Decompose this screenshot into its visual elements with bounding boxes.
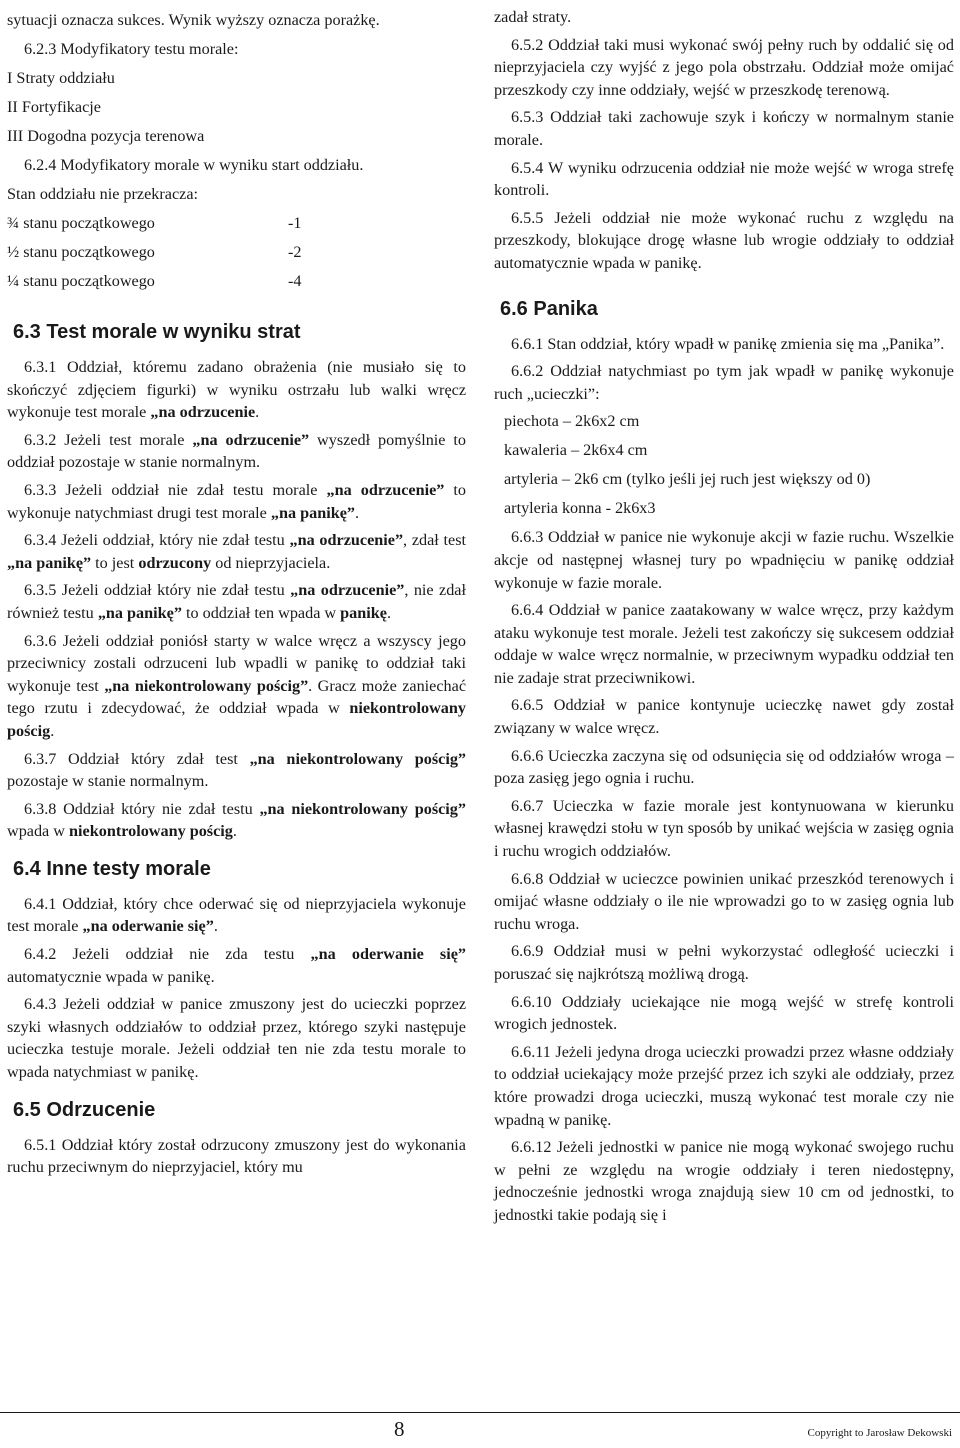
copyright-notice: Copyright to Jarosław Dekowski [807,1427,952,1439]
paragraph-6-3-2: 6.3.2 Jeżeli test morale „na odrzucenie” wyszedł pomyślnie to oddział pozostaje w stanie normalnym. [7,430,466,472]
paragraph-6-6-1: 6.6.1 Stan oddział, który wpadł w panikę zmienia się ma „Panika”. [511,334,945,353]
flee-distance-item: artyleria – 2k6 cm (tylko jeśli jej ruch jest większy od 0) [504,470,871,489]
paragraph-6-3-4: 6.3.4 Jeżeli oddział, który nie zdał testu „na odrzucenie”, zdał test „na panikę” to jest odrzucony od nieprzyjaciela. [7,531,466,572]
paragraph-6-6-5: 6.6.5 Oddział w panice kontynuje ucieczkę nawet gdy został związany w walce wręcz. [494,696,954,738]
paragraph-6-6-2: 6.6.2 Oddział natychmiast po tym jak wpadł w panikę wykonuje ruch „ucieczki”: [494,362,954,403]
paragraph-6-5-4: 6.5.4 W wyniku odrzucenia oddział nie może wejść w wroga strefę kontroli. [494,158,954,200]
right-column [494,6,954,1232]
modifiers-heading: 6.2.3 Modyfikatory testu morale: [24,40,239,58]
section-title-6-3: 6.3 Test morale w wyniku strat [13,321,301,343]
footer-divider [0,1412,960,1413]
paragraph-6-5-2: 6.5.2 Oddział taki musi wykonać swój pełny ruch by oddalić się od nieprzyjaciela czy wyjść z jego pola obstrzału. Oddział może omijać przeszkody czy inne oddziały, wejść w przeszkodę terenową. [494,35,954,99]
start-row-label: ¼ stanu początkowego [7,272,155,290]
section-title-6-6: 6.6 Panika [500,297,598,320]
modifier-item: II Fortyfikacje [7,98,101,116]
start-row-label: ¾ stanu początkowego [7,214,155,232]
flee-distance-item: kawaleria – 2k6x4 cm [504,441,648,460]
paragraph-6-6-11: 6.6.11 Jeżeli jedyna droga ucieczki prowadzi przez własne oddziały to oddział uciekający może przejść przez ich szyki ale oddziały, przez które prowadzi droga ucieczki, muszą wykonać test morale czy nie wpadną w panikę. [494,1042,954,1129]
page-number: 8 [394,1417,405,1441]
paragraph-6-4-3: 6.4.3 Jeżeli oddział w panice zmuszony jest do ucieczki poprzez szyki własnych oddziałów to oddział przez, którego szyki następuje ucieczka testuje morale. Jeżeli oddział ten nie zda testu morale to wpada natychmiast w panikę. [7,995,466,1082]
paragraph-6-6-9: 6.6.9 Oddział musi w pełni wykorzystać odległość ucieczki i poruszać się najkrótszą możliwą drogą. [494,942,954,983]
paragraph-6-3-6: 6.3.6 Jeżeli oddział poniósł starty w walce wręcz a wszyscy jego przeciwnicy zostali odrzuceni lub wpadli w panikę to oddział taki wykonuje test „na niekontrolowany pościg”. Gracz może zaniechać tego rzutu i zdecydować, że oddział wpada w niekontrolowany pościg. [7,631,467,740]
start-row-value: -4 [288,272,302,290]
flee-distance-item: piechota – 2k6x2 cm [504,412,640,431]
paragraph-6-6-6: 6.6.6 Ucieczka zaczyna się od odsunięcia się od oddziałów wroga – poza zasięg jego ognia i ruchu. [494,746,954,788]
start-row-value: -1 [288,214,302,232]
paragraph-6-4-1: 6.4.1 Oddział, który chce oderwać się od nieprzyjaciela wykonuje test morale „na oderwanie się”. [7,894,466,936]
section-title-6-4: 6.4 Inne testy morale [13,857,211,880]
modifier-item: I Straty oddziału [7,69,115,87]
section-title-6-5: 6.5 Odrzucenie [13,1098,156,1121]
paragraph-6-3-1: 6.3.1 Oddział, któremu zadano obrażenia (nie musiało się to skończyć zdjęciem figurki) w wyniku ostrzału lub walki wręcz wykonuje test morale „na odrzucenie. [7,358,466,422]
paragraph-6-6-10: 6.6.10 Oddziały uciekające nie mogą wejść w strefę kontroli wrogich jednostek. [494,992,954,1034]
modifier-item: III Dogodna pozycja terenowa [7,127,205,145]
paragraph-6-5-5: 6.5.5 Jeżeli oddział nie może wykonać ruchu z względu na przeszkody, blokujące drogę własne lub wrogie oddziały to oddział automatycznie wpada w panikę. [494,208,954,272]
paragraph-6-3-3: 6.3.3 Jeżeli oddział nie zdał testu morale „na odrzucenie” to wykonuje natychmiast drugi test morale „na panikę”. [7,480,467,522]
paragraph-6-4-2: 6.4.2 Jeżeli oddział nie zda testu „na oderwanie się” automatycznie wpada w panikę. [7,945,466,986]
paragraph-6-6-8: 6.6.8 Oddział w ucieczce powinien unikać przeszkód terenowych i omijać własne oddziały o ile nie wprowadzi go to w zasięg ognia lub ruchu wroga. [494,869,954,933]
start-row [7,267,466,296]
paragraph-6-5-3: 6.5.3 Oddział taki zachowuje szyk i kończy w normalnym stanie morale. [494,108,954,149]
paragraph-6-5-1: 6.5.1 Oddział który został odrzucony zmuszony jest do wykonania ruchu przeciwnym do nieprzyjaciel, który mu [7,1135,466,1177]
start-row-value: -2 [288,243,302,261]
start-modifiers-heading: 6.2.4 Modyfikatory morale w wyniku start oddziału. [24,156,364,174]
left-column [7,6,466,1184]
paragraph-6-6-12: 6.6.12 Jeżeli jednostki w panice nie mogą wykonać swojego ruchu w pełni ze względu na wrogie oddziały i teren niedostępny, jednocześnie jednostki wroga znajdują siew 10 cm od jednostki, to jednostki takie podają się i [494,1138,954,1224]
paragraph-6-6-4: 6.6.4 Oddział w panice zaatakowany w walce wręcz, przy każdym ataku wykonuje test morale. Jeżeli test zakończy się sukcesem oddział oddaje w walce wręcz normalnie, w przeciwnym wypadku oddział ten nie zadaje strat przeciwnikowi. [494,601,954,687]
intro-continuation: sytuacji oznacza sukces. Wynik wyższy oznacza porażkę. [7,11,380,29]
start-condition: Stan oddziału nie przekracza: [7,185,199,203]
start-row-label: ½ stanu początkowego [7,243,155,261]
paragraph-6-6-7: 6.6.7 Ucieczka w fazie morale jest kontynuowana w kierunku własnej krawędzi stołu w tyn sposób by unikać wejścia w zasięg ognia i ruchu wrogich oddziałów. [494,796,954,861]
start-row [7,209,466,238]
paragraph-6-5-1-continuation: zadał straty. [494,8,572,26]
start-row [7,238,466,267]
flee-distance-item: artyleria konna - 2k6x3 [504,499,656,518]
paragraph-6-6-3: 6.6.3 Oddział w panice nie wykonuje akcji w fazie ruchu. Wszelkie akcje od następnej własnej tury po wpadnięciu w panikę oddział wykonuje w fazie morale. [494,528,954,592]
paragraph-6-3-7: 6.3.7 Oddział który zdał test „na niekontrolowany pościg” pozostaje w stanie normalnym. [7,749,467,791]
paragraph-6-3-5: 6.3.5 Jeżeli oddział który nie zdał testu „na odrzucenie”, nie zdał również testu „na panikę” to oddział ten wpada w panikę. [7,581,466,622]
paragraph-6-3-8: 6.3.8 Oddział który nie zdał testu „na niekontrolowany pościg” wpada w niekontrolowany pościg. [7,799,466,841]
